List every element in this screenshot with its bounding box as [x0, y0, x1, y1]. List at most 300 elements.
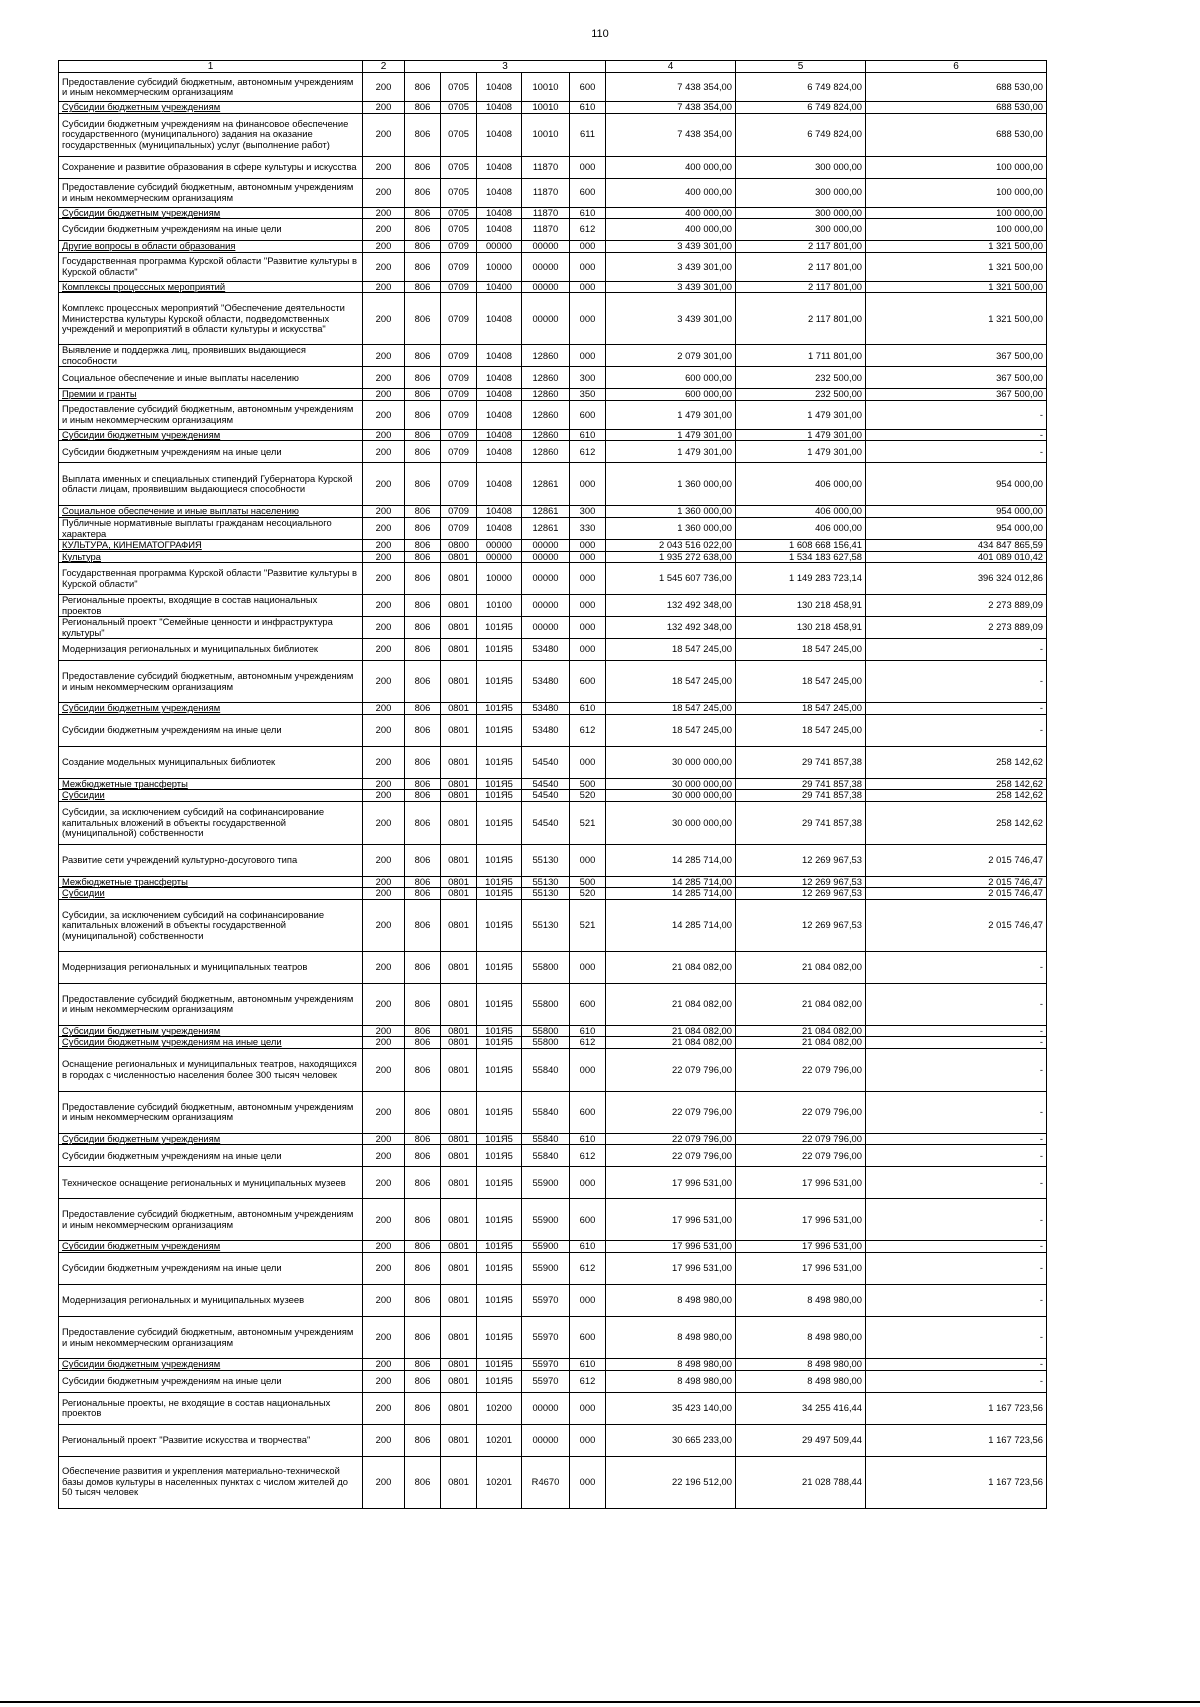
row-expense-type: 520	[570, 790, 606, 802]
row-direction: 55800	[522, 951, 570, 983]
row-name: Государственная программа Курской области "Развитие культуры в Курской области"	[59, 563, 363, 595]
row-direction: 12861	[522, 506, 570, 518]
row-amount-executed: 22 079 796,00	[736, 1145, 866, 1167]
row-amount-remainder: 1 321 500,00	[866, 293, 1047, 345]
row-section: 0709	[441, 400, 477, 429]
row-amount-plan: 22 079 796,00	[606, 1048, 736, 1091]
row-grbs: 806	[405, 429, 441, 441]
row-direction: 12860	[522, 400, 570, 429]
table-row	[59, 661, 1047, 703]
row-amount-remainder: 2 273 889,09	[866, 617, 1047, 639]
row-direction: 11870	[522, 156, 570, 178]
row-direction: 11870	[522, 178, 570, 207]
row-grbs: 806	[405, 1392, 441, 1424]
row-grbs: 806	[405, 463, 441, 506]
row-amount-executed: 406 000,00	[736, 517, 866, 539]
table-row	[59, 367, 1047, 389]
row-program: 101Я5	[477, 639, 522, 661]
row-name: Предоставление субсидий бюджетным, автономным учреждениям и иным некоммерческим организациям	[59, 73, 363, 102]
row-amount-executed: 21 084 082,00	[736, 983, 866, 1025]
row-code: 200	[363, 113, 405, 156]
table-row	[59, 551, 1047, 563]
row-program: 10408	[477, 400, 522, 429]
row-expense-type: 600	[570, 400, 606, 429]
table-row	[59, 595, 1047, 617]
row-amount-executed: 18 547 245,00	[736, 639, 866, 661]
row-program: 101Я5	[477, 617, 522, 639]
row-section: 0801	[441, 899, 477, 951]
table-row	[59, 1370, 1047, 1392]
row-amount-remainder: -	[866, 1370, 1047, 1392]
row-program: 00000	[477, 241, 522, 253]
row-amount-plan: 600 000,00	[606, 389, 736, 401]
row-program: 101Я5	[477, 1167, 522, 1199]
row-grbs: 806	[405, 899, 441, 951]
row-name: Выплата именных и специальных стипендий Губернатора Курской области лицам, проявившим выдающиеся способности	[59, 463, 363, 506]
row-code: 200	[363, 241, 405, 253]
row-code: 200	[363, 1167, 405, 1199]
row-name: КУЛЬТУРА, КИНЕМАТОГРАФИЯ	[59, 540, 363, 552]
row-expense-type: 610	[570, 102, 606, 114]
row-direction: 12861	[522, 463, 570, 506]
row-expense-type: 000	[570, 617, 606, 639]
row-amount-remainder: -	[866, 1241, 1047, 1253]
row-name: Субсидии	[59, 888, 363, 900]
table-row	[59, 506, 1047, 518]
row-name: Субсидии бюджетным учреждениям	[59, 1133, 363, 1145]
row-section: 0709	[441, 441, 477, 463]
row-grbs: 806	[405, 703, 441, 715]
row-amount-plan: 3 439 301,00	[606, 241, 736, 253]
row-amount-executed: 21 028 788,44	[736, 1456, 866, 1508]
row-amount-executed: 17 996 531,00	[736, 1241, 866, 1253]
row-expense-type: 000	[570, 345, 606, 367]
row-grbs: 806	[405, 876, 441, 888]
row-program: 101Я5	[477, 1253, 522, 1285]
row-program: 101Я5	[477, 1285, 522, 1317]
row-expense-type: 000	[570, 563, 606, 595]
row-section: 0801	[441, 844, 477, 876]
row-expense-type: 000	[570, 639, 606, 661]
row-grbs: 806	[405, 252, 441, 281]
row-name: Субсидии бюджетным учреждениям	[59, 102, 363, 114]
row-program: 101Я5	[477, 703, 522, 715]
table-row	[59, 1048, 1047, 1091]
row-grbs: 806	[405, 1167, 441, 1199]
row-amount-plan: 21 084 082,00	[606, 951, 736, 983]
row-expense-type: 520	[570, 888, 606, 900]
row-code: 200	[363, 551, 405, 563]
table-row	[59, 1091, 1047, 1133]
row-name: Оснащение региональных и муниципальных театров, находящихся в городах с численностью населения более 300 тысяч человек	[59, 1048, 363, 1091]
row-expense-type: 521	[570, 801, 606, 844]
row-amount-executed: 1 608 668 156,41	[736, 540, 866, 552]
row-direction: 55970	[522, 1370, 570, 1392]
row-expense-type: 611	[570, 113, 606, 156]
row-expense-type: 610	[570, 1133, 606, 1145]
row-expense-type: 350	[570, 389, 606, 401]
row-program: 101Я5	[477, 951, 522, 983]
row-direction: 10010	[522, 102, 570, 114]
row-section: 0709	[441, 345, 477, 367]
row-amount-plan: 1 479 301,00	[606, 429, 736, 441]
row-amount-plan: 8 498 980,00	[606, 1285, 736, 1317]
row-amount-executed: 21 084 082,00	[736, 1025, 866, 1037]
row-amount-plan: 2 079 301,00	[606, 345, 736, 367]
row-grbs: 806	[405, 778, 441, 790]
row-name: Субсидии бюджетным учреждениям	[59, 429, 363, 441]
row-direction: 55840	[522, 1091, 570, 1133]
bottom-rule	[0, 1701, 1200, 1703]
row-amount-executed: 12 269 967,53	[736, 899, 866, 951]
row-amount-plan: 600 000,00	[606, 367, 736, 389]
row-expense-type: 000	[570, 463, 606, 506]
row-section: 0801	[441, 1091, 477, 1133]
row-amount-plan: 17 996 531,00	[606, 1241, 736, 1253]
row-amount-remainder: -	[866, 429, 1047, 441]
row-code: 200	[363, 517, 405, 539]
row-section: 0709	[441, 367, 477, 389]
row-code: 200	[363, 1133, 405, 1145]
row-amount-remainder: 367 500,00	[866, 389, 1047, 401]
row-amount-executed: 22 079 796,00	[736, 1133, 866, 1145]
row-section: 0801	[441, 951, 477, 983]
table-row	[59, 281, 1047, 293]
row-amount-remainder: 100 000,00	[866, 219, 1047, 241]
row-direction: 55130	[522, 899, 570, 951]
row-section: 0705	[441, 102, 477, 114]
row-program: 10408	[477, 73, 522, 102]
row-program: 10201	[477, 1424, 522, 1456]
row-section: 0705	[441, 178, 477, 207]
row-direction: 00000	[522, 617, 570, 639]
row-code: 200	[363, 1370, 405, 1392]
row-program: 101Я5	[477, 714, 522, 746]
row-code: 200	[363, 639, 405, 661]
row-code: 200	[363, 1241, 405, 1253]
table-row	[59, 801, 1047, 844]
row-name: Субсидии бюджетным учреждениям на иные цели	[59, 219, 363, 241]
row-expense-type: 000	[570, 951, 606, 983]
row-direction: 00000	[522, 563, 570, 595]
row-amount-remainder: 688 530,00	[866, 73, 1047, 102]
row-amount-plan: 22 079 796,00	[606, 1091, 736, 1133]
row-amount-plan: 30 000 000,00	[606, 746, 736, 778]
row-name: Региональный проект "Семейные ценности и инфраструктура культуры"	[59, 617, 363, 639]
row-amount-plan: 17 996 531,00	[606, 1167, 736, 1199]
table-row	[59, 703, 1047, 715]
row-amount-remainder: 258 142,62	[866, 746, 1047, 778]
row-amount-remainder: -	[866, 639, 1047, 661]
header-col-3: 3	[405, 61, 606, 73]
row-amount-plan: 8 498 980,00	[606, 1370, 736, 1392]
row-expense-type: 330	[570, 517, 606, 539]
row-expense-type: 600	[570, 1199, 606, 1241]
row-grbs: 806	[405, 1456, 441, 1508]
row-expense-type: 612	[570, 1037, 606, 1049]
row-amount-executed: 18 547 245,00	[736, 703, 866, 715]
row-name: Субсидии бюджетным учреждениям на иные цели	[59, 1145, 363, 1167]
row-amount-plan: 3 439 301,00	[606, 281, 736, 293]
row-program: 10408	[477, 102, 522, 114]
row-amount-executed: 18 547 245,00	[736, 714, 866, 746]
row-section: 0801	[441, 801, 477, 844]
row-section: 0801	[441, 1370, 477, 1392]
row-amount-plan: 7 438 354,00	[606, 73, 736, 102]
row-amount-remainder: -	[866, 951, 1047, 983]
row-amount-remainder: -	[866, 1167, 1047, 1199]
row-program: 10408	[477, 517, 522, 539]
row-name: Межбюджетные трансферты	[59, 876, 363, 888]
row-program: 10000	[477, 252, 522, 281]
row-amount-plan: 17 996 531,00	[606, 1253, 736, 1285]
row-code: 200	[363, 1199, 405, 1241]
row-program: 101Я5	[477, 983, 522, 1025]
row-program: 10408	[477, 367, 522, 389]
row-amount-executed: 1 479 301,00	[736, 441, 866, 463]
row-amount-executed: 1 711 801,00	[736, 345, 866, 367]
row-amount-remainder: 100 000,00	[866, 156, 1047, 178]
row-grbs: 806	[405, 400, 441, 429]
row-amount-plan: 1 360 000,00	[606, 463, 736, 506]
row-amount-executed: 2 117 801,00	[736, 281, 866, 293]
row-amount-remainder: 1 167 723,56	[866, 1424, 1047, 1456]
row-grbs: 806	[405, 1048, 441, 1091]
row-amount-remainder: 100 000,00	[866, 178, 1047, 207]
row-program: 101Я5	[477, 1037, 522, 1049]
row-section: 0709	[441, 517, 477, 539]
budget-table	[58, 60, 1047, 1509]
row-program: 10408	[477, 113, 522, 156]
row-code: 200	[363, 714, 405, 746]
row-expense-type: 610	[570, 703, 606, 715]
row-name: Субсидии	[59, 790, 363, 802]
row-grbs: 806	[405, 73, 441, 102]
row-expense-type: 612	[570, 219, 606, 241]
row-amount-plan: 132 492 348,00	[606, 617, 736, 639]
row-amount-remainder: 258 142,62	[866, 778, 1047, 790]
table-row	[59, 463, 1047, 506]
row-program: 101Я5	[477, 1133, 522, 1145]
row-amount-remainder: 367 500,00	[866, 345, 1047, 367]
row-amount-plan: 21 084 082,00	[606, 1037, 736, 1049]
row-section: 0801	[441, 778, 477, 790]
row-section: 0705	[441, 113, 477, 156]
row-expense-type: 612	[570, 1253, 606, 1285]
row-program: 10408	[477, 389, 522, 401]
row-code: 200	[363, 876, 405, 888]
row-expense-type: 300	[570, 506, 606, 518]
header-row	[59, 61, 1047, 73]
row-name: Предоставление субсидий бюджетным, автономным учреждениям и иным некоммерческим организациям	[59, 1091, 363, 1133]
row-grbs: 806	[405, 714, 441, 746]
row-expense-type: 610	[570, 1025, 606, 1037]
row-program: 10201	[477, 1456, 522, 1508]
row-program: 101Я5	[477, 1370, 522, 1392]
row-code: 200	[363, 219, 405, 241]
row-expense-type: 600	[570, 661, 606, 703]
row-grbs: 806	[405, 1317, 441, 1359]
row-amount-plan: 3 439 301,00	[606, 252, 736, 281]
table-row	[59, 1145, 1047, 1167]
row-section: 0801	[441, 1145, 477, 1167]
table-row	[59, 951, 1047, 983]
row-amount-executed: 6 749 824,00	[736, 113, 866, 156]
row-program: 101Я5	[477, 876, 522, 888]
table-row	[59, 876, 1047, 888]
row-name: Субсидии, за исключением субсидий на софинансирование капитальных вложений в объекты государственной (муниципальной) собственности	[59, 899, 363, 951]
row-grbs: 806	[405, 1359, 441, 1371]
row-expense-type: 000	[570, 156, 606, 178]
table-row	[59, 429, 1047, 441]
row-code: 200	[363, 661, 405, 703]
row-program: 00000	[477, 551, 522, 563]
row-amount-executed: 1 149 283 723,14	[736, 563, 866, 595]
row-section: 0705	[441, 156, 477, 178]
row-grbs: 806	[405, 790, 441, 802]
row-code: 200	[363, 540, 405, 552]
row-program: 101Я5	[477, 790, 522, 802]
row-grbs: 806	[405, 1133, 441, 1145]
row-expense-type: 610	[570, 1359, 606, 1371]
row-name: Предоставление субсидий бюджетным, автономным учреждениям и иным некоммерческим организациям	[59, 1199, 363, 1241]
row-amount-executed: 232 500,00	[736, 367, 866, 389]
row-program: 10400	[477, 281, 522, 293]
row-expense-type: 000	[570, 844, 606, 876]
table-row	[59, 252, 1047, 281]
row-grbs: 806	[405, 517, 441, 539]
table-row	[59, 1317, 1047, 1359]
row-name: Субсидии бюджетным учреждениям на иные цели	[59, 1037, 363, 1049]
row-amount-executed: 8 498 980,00	[736, 1359, 866, 1371]
row-amount-remainder: -	[866, 1091, 1047, 1133]
table-row	[59, 888, 1047, 900]
table-row	[59, 1037, 1047, 1049]
row-name: Субсидии бюджетным учреждениям	[59, 703, 363, 715]
row-amount-plan: 7 438 354,00	[606, 102, 736, 114]
row-amount-remainder: 2 273 889,09	[866, 595, 1047, 617]
row-section: 0801	[441, 1048, 477, 1091]
row-section: 0709	[441, 463, 477, 506]
row-direction: 12860	[522, 345, 570, 367]
row-expense-type: 000	[570, 551, 606, 563]
row-amount-executed: 2 117 801,00	[736, 252, 866, 281]
row-amount-remainder: -	[866, 1145, 1047, 1167]
row-amount-plan: 35 423 140,00	[606, 1392, 736, 1424]
row-amount-plan: 21 084 082,00	[606, 983, 736, 1025]
row-amount-remainder: 396 324 012,86	[866, 563, 1047, 595]
row-amount-plan: 18 547 245,00	[606, 661, 736, 703]
row-amount-plan: 17 996 531,00	[606, 1199, 736, 1241]
row-name: Социальное обеспечение и иные выплаты населению	[59, 367, 363, 389]
row-program: 10408	[477, 207, 522, 219]
row-direction: 55130	[522, 888, 570, 900]
row-expense-type: 000	[570, 1424, 606, 1456]
table-row	[59, 899, 1047, 951]
row-grbs: 806	[405, 506, 441, 518]
row-grbs: 806	[405, 951, 441, 983]
row-expense-type: 612	[570, 714, 606, 746]
header-col-2: 2	[363, 61, 405, 73]
row-expense-type: 000	[570, 1285, 606, 1317]
row-grbs: 806	[405, 367, 441, 389]
row-amount-remainder: -	[866, 703, 1047, 715]
row-amount-executed: 300 000,00	[736, 178, 866, 207]
row-grbs: 806	[405, 983, 441, 1025]
table-row	[59, 1392, 1047, 1424]
row-direction: 12860	[522, 429, 570, 441]
row-direction: 12860	[522, 389, 570, 401]
row-section: 0801	[441, 639, 477, 661]
row-direction: 55840	[522, 1145, 570, 1167]
row-code: 200	[363, 1253, 405, 1285]
row-direction: 00000	[522, 252, 570, 281]
page-number: 110	[591, 28, 609, 40]
row-program: 10408	[477, 219, 522, 241]
row-section: 0801	[441, 1359, 477, 1371]
row-code: 200	[363, 617, 405, 639]
row-grbs: 806	[405, 389, 441, 401]
row-amount-executed: 34 255 416,44	[736, 1392, 866, 1424]
row-direction: 55900	[522, 1199, 570, 1241]
row-section: 0801	[441, 1392, 477, 1424]
table-row	[59, 441, 1047, 463]
row-direction: 10010	[522, 113, 570, 156]
row-grbs: 806	[405, 441, 441, 463]
row-direction: 10010	[522, 73, 570, 102]
row-program: 101Я5	[477, 1145, 522, 1167]
row-program: 101Я5	[477, 899, 522, 951]
row-code: 200	[363, 801, 405, 844]
row-section: 0801	[441, 551, 477, 563]
row-name: Сохранение и развитие образования в сфере культуры и искусства	[59, 156, 363, 178]
row-code: 200	[363, 367, 405, 389]
row-section: 0800	[441, 540, 477, 552]
row-amount-plan: 30 000 000,00	[606, 801, 736, 844]
header-col-1: 1	[59, 61, 363, 73]
row-direction: 55970	[522, 1317, 570, 1359]
table-row	[59, 113, 1047, 156]
row-program: 10408	[477, 463, 522, 506]
row-grbs: 806	[405, 551, 441, 563]
table-row	[59, 540, 1047, 552]
row-code: 200	[363, 1424, 405, 1456]
table-row	[59, 746, 1047, 778]
row-direction: 55840	[522, 1133, 570, 1145]
row-grbs: 806	[405, 1025, 441, 1037]
row-amount-executed: 2 117 801,00	[736, 293, 866, 345]
row-grbs: 806	[405, 1424, 441, 1456]
row-amount-executed: 232 500,00	[736, 389, 866, 401]
row-expense-type: 000	[570, 1167, 606, 1199]
row-section: 0801	[441, 876, 477, 888]
row-code: 200	[363, 888, 405, 900]
row-name: Субсидии бюджетным учреждениям на иные цели	[59, 714, 363, 746]
row-amount-plan: 14 285 714,00	[606, 876, 736, 888]
row-amount-remainder: 954 000,00	[866, 517, 1047, 539]
row-amount-remainder: 1 167 723,56	[866, 1392, 1047, 1424]
row-name: Социальное обеспечение и иные выплаты населению	[59, 506, 363, 518]
row-amount-remainder: -	[866, 1199, 1047, 1241]
table-row	[59, 102, 1047, 114]
row-section: 0801	[441, 1241, 477, 1253]
row-amount-remainder: 401 089 010,42	[866, 551, 1047, 563]
row-expense-type: 000	[570, 1048, 606, 1091]
row-section: 0801	[441, 1133, 477, 1145]
row-grbs: 806	[405, 1285, 441, 1317]
row-direction: 00000	[522, 281, 570, 293]
row-amount-remainder: -	[866, 1133, 1047, 1145]
